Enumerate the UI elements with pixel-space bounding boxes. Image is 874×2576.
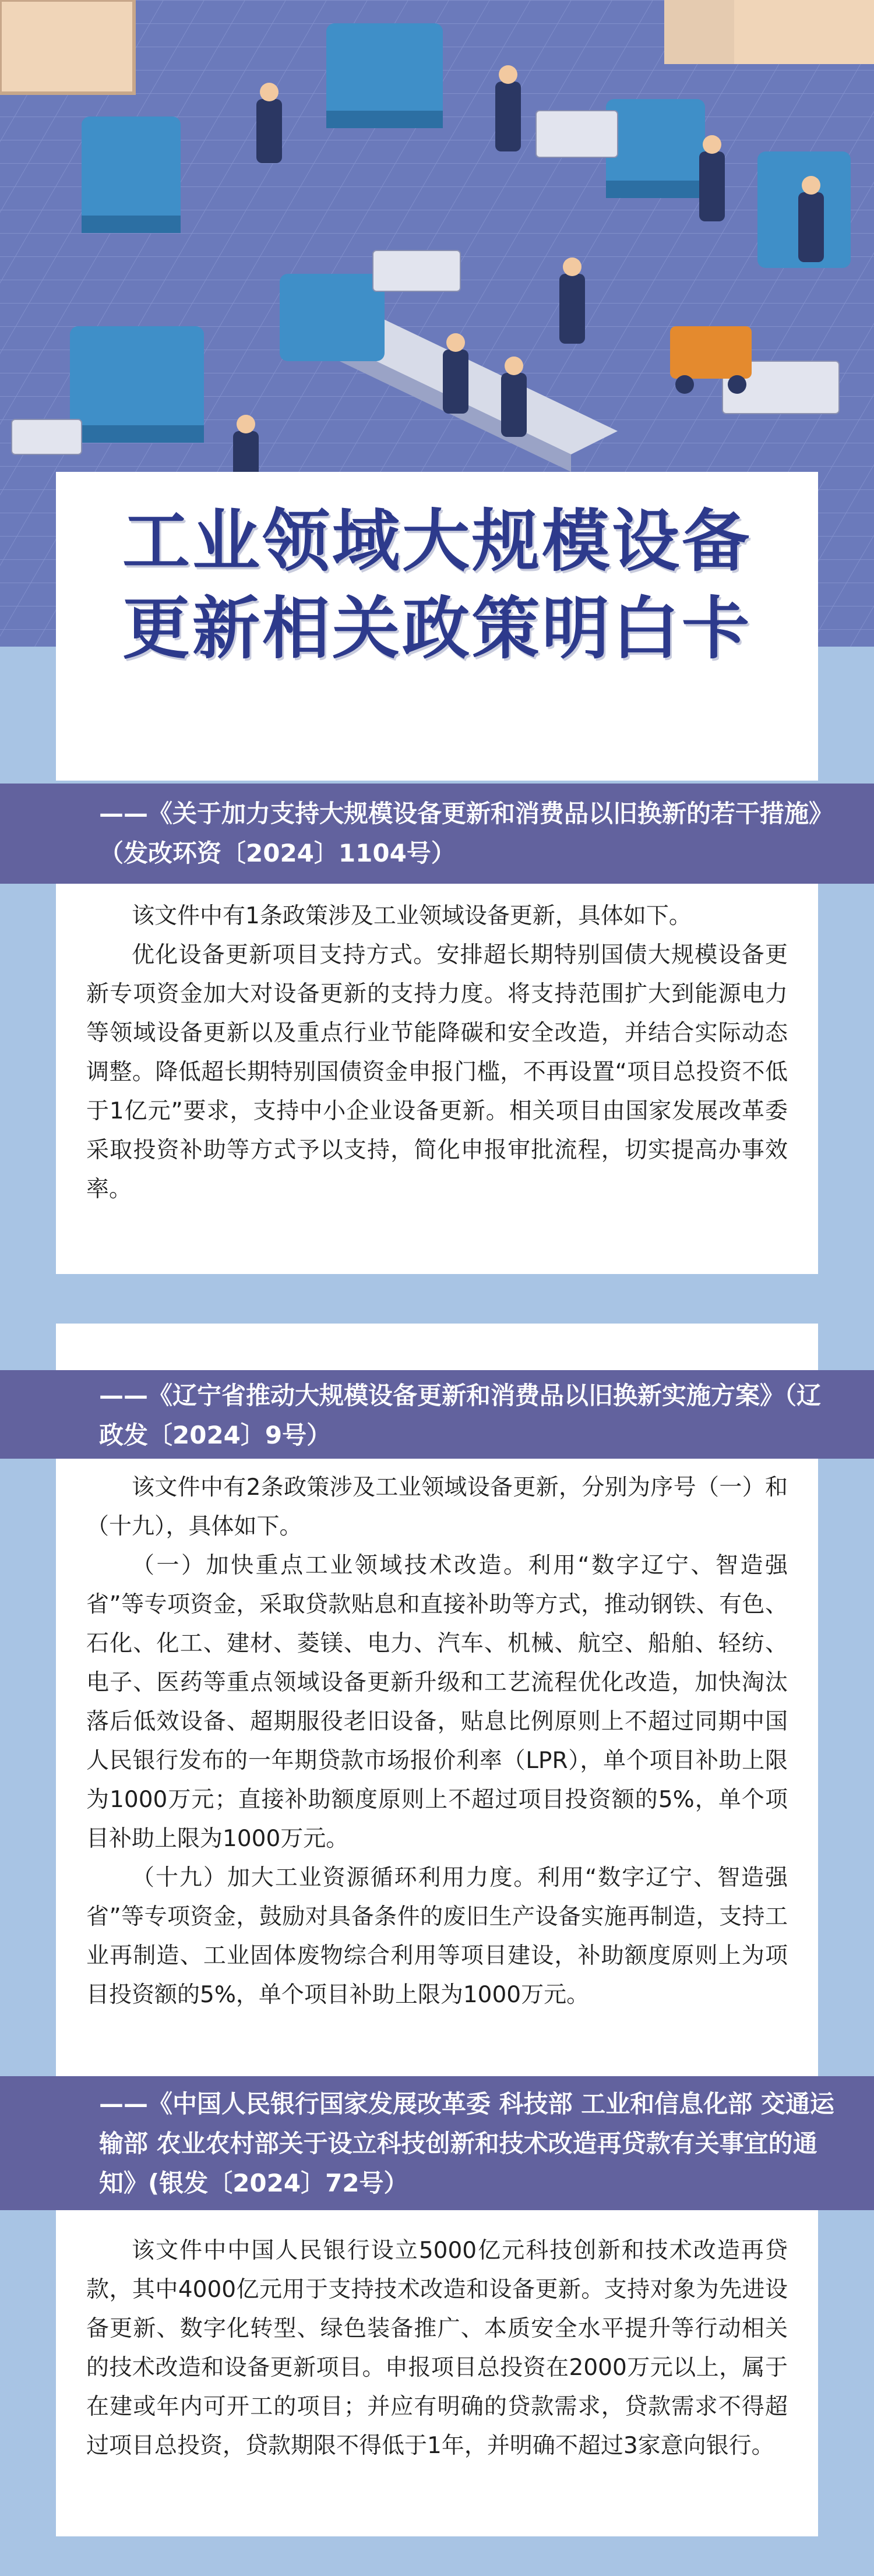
page-title	[56, 498, 818, 673]
section-gap	[0, 1274, 874, 1324]
section-2-paragraph-3: （十九）加大工业资源循环利用力度。利用“数字辽宁、智造强省”等专项资金，鼓励对具备条件的废旧生产设备实施再制造，支持工业再制造、工业固体废物综合利用等项目建设，补助额度原则上为项目投资额的5%，单个项目补助上限为1000万元。	[86, 1865, 788, 2008]
section-2-paragraph-1: 该文件中有2条政策涉及工业领域设备更新，分别为序号（一）和（十九），具体如下。	[86, 1474, 788, 1540]
section-3-card	[56, 2210, 818, 2536]
title-line-2: 更新相关政策明白卡	[122, 590, 752, 668]
section-2-source: ——《辽宁省推动大规模设备更新和消费品以旧换新实施方案》（辽政发〔2024〕9号）	[99, 1381, 822, 1449]
section-1-source: ——《关于加力支持大规模设备更新和消费品以旧换新的若干措施》（发改环资〔2024〕1104号）	[99, 799, 834, 867]
section-1-source-band	[0, 784, 874, 884]
section-1-card	[56, 884, 818, 1274]
section-3-source: ——《中国人民银行国家发展改革委 科技部 工业和信息化部 交通运输部 农业农村部关于设立科技创新和技术改造再贷款有关事宜的通知》(银发〔2024〕72号）	[99, 2090, 834, 2197]
section-1-paragraph-2: 优化设备更新项目支持方式。安排超长期特别国债大规模设备更新专项资金加大对设备更新的支持力度。将支持范围扩大到能源电力等领域设备更新以及重点行业节能降碳和安全改造，并结合实际动态调整。降低超长期特别国债资金申报门槛，不再设置“项目总投资不低于1亿元”要求，支持中小企业设备更新。相关项目由国家发展改革委采取投资补助等方式予以支持，简化申报审批流程，切实提高办事效率。	[86, 942, 788, 1202]
section-3-source-band	[0, 2076, 874, 2210]
section-2-card	[56, 1459, 818, 2076]
title-line-1: 工业领域大规模设备	[122, 502, 752, 581]
section-1-paragraph-1: 该文件中有1条政策涉及工业领域设备更新，具体如下。	[132, 903, 692, 929]
section-2-source-band	[0, 1370, 874, 1459]
section-3-paragraph-1: 该文件中中国人民银行设立5000亿元科技创新和技术改造再贷款，其中4000亿元用于支持技术改造和设备更新。支持对象为先进设备更新、数字化转型、绿色装备推广、本质安全水平提升等行动相关的技术改造和设备更新项目。申报项目总投资在2000万元以上，属于在建或年内可开工的项目；并应有明确的贷款需求，贷款需求不得超过项目总投资，贷款期限不得低于1年，并明确不超过3家意向银行。	[86, 2238, 788, 2459]
section-2-paragraph-2: （一）加快重点工业领域技术改造。利用“数字辽宁、智造强省”等专项资金，采取贷款贴息和直接补助等方式，推动钢铁、有色、石化、化工、建材、菱镁、电力、汽车、机械、航空、船舶、轻纺、电子、医药等重点领域设备更新升级和工艺流程优化改造，加快淘汰落后低效设备、超期服役老旧设备，贴息比例原则上不超过同期中国人民银行发布的一年期贷款市场报价利率（LPR），单个项目补助上限为1000万元；直接补助额度原则上不超过项目投资额的5%，单个项目补助上限为1000万元。	[86, 1552, 788, 1852]
section-2-card-top	[56, 1324, 818, 1370]
